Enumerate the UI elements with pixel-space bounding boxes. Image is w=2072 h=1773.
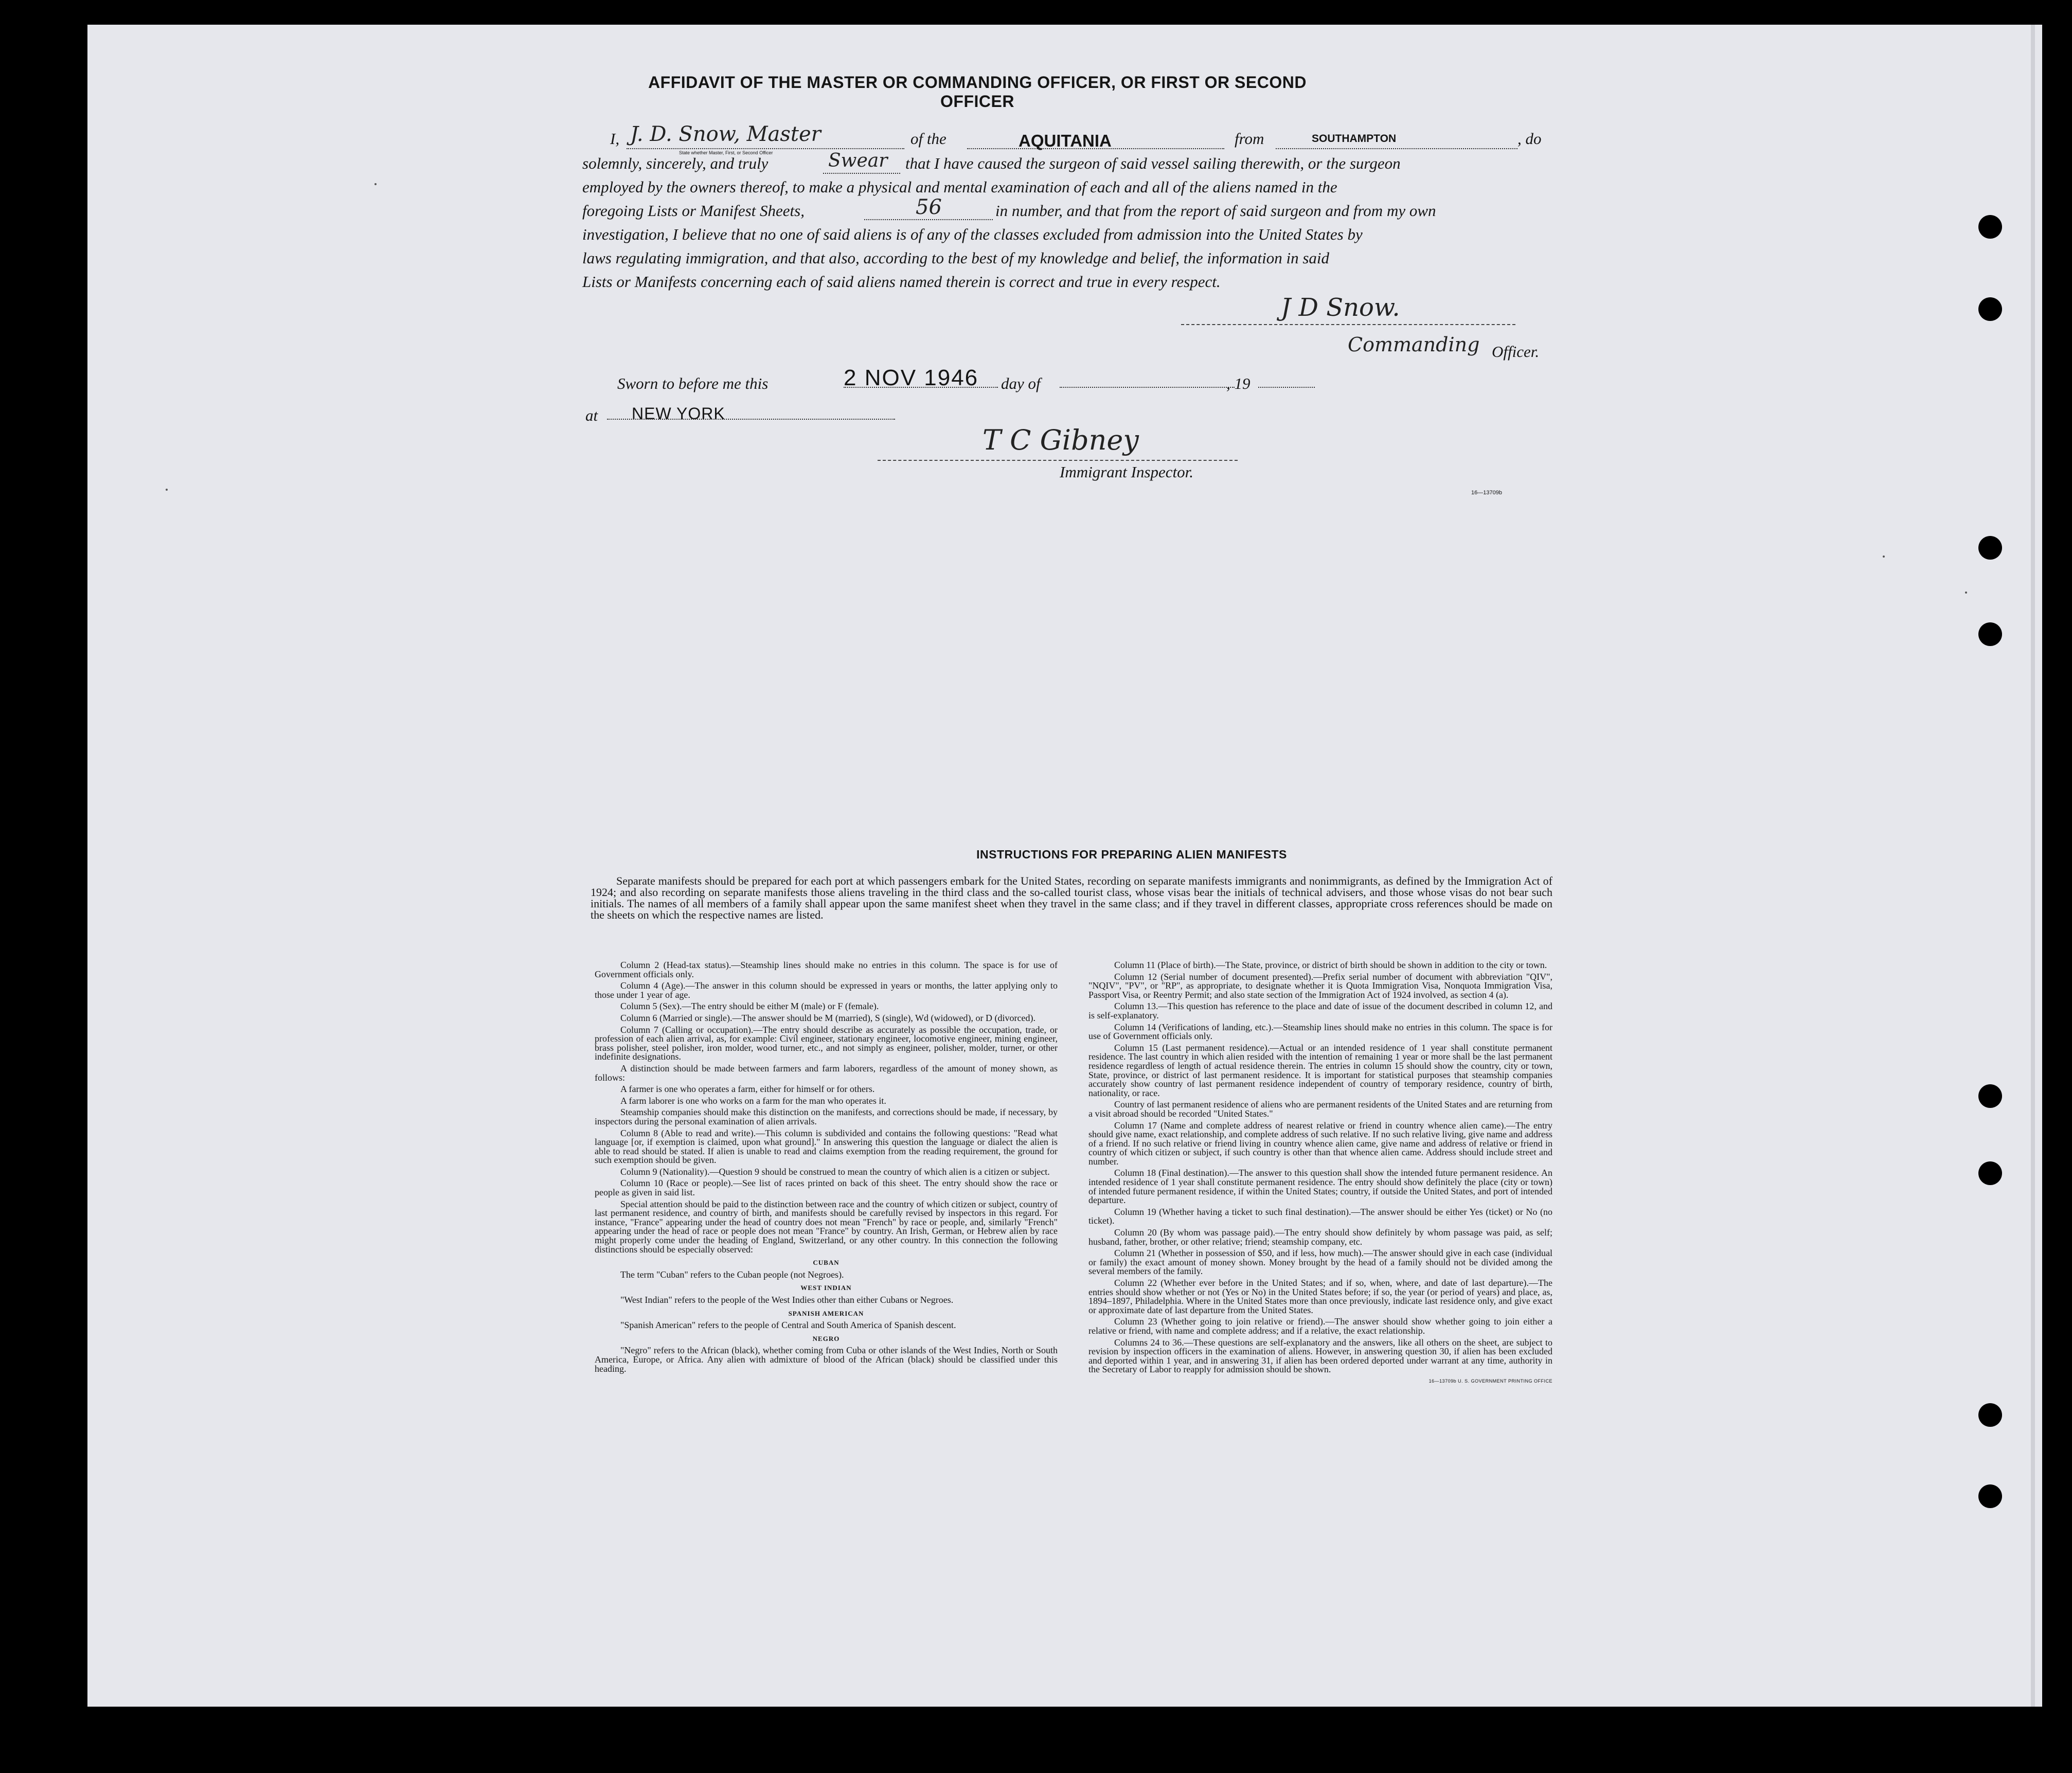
negro-definition: "Negro" refers to the African (black), whether coming from Cuba or other islands of the West Indies, North or South America, Europe, or Africa. Any alien with admixture of blood of the African (black) should be classified under this heading. [595, 1345, 1058, 1374]
instruction-paragraph: Column 8 (Able to read and write).—This column is subdivided and contains the following questions: "Read what language [or, if exemption is claimed, upon what ground]." In answering this question the language or dialect the alien is able to read should be stated. If alien is unable to read and claims exemption from the reading requirement, the ground for such exemption should be given. [595, 1127, 1058, 1166]
from-label: from [1235, 130, 1264, 148]
instruction-paragraph: Column 20 (By whom was passage paid).—The entry should show definitely by whom passage was paid, as self; husband, father, brother, or other relative; friend; steamship company, etc. [1088, 1227, 1552, 1247]
manifest-count: 56 [916, 195, 942, 219]
affidavit-line6: laws regulating immigration, and that also, according to the best of my knowledge and belief, the information in said [582, 249, 1330, 267]
oath-word: Swear [828, 150, 888, 171]
instruction-paragraph: Country of last permanent residence of aliens who are permanent residents of the United States and are returning from a visit abroad should be recorded "United States." [1088, 1099, 1552, 1119]
affidavit-i: I, [610, 130, 620, 148]
speck [166, 489, 168, 491]
officer-line [627, 148, 904, 149]
instructions-left-column [595, 961, 1058, 1376]
place-line [607, 419, 895, 420]
instruction-paragraph: Column 2 (Head-tax status).—Steamship lines should make no entries in this column. The space is for use of Government officials only. [595, 960, 1058, 979]
cuban-definition: The term "Cuban" refers to the Cuban people (not Negroes). [620, 1269, 844, 1280]
page-edge [2031, 25, 2035, 1707]
sworn-date: 2 NOV 1946 [844, 365, 979, 390]
instruction-paragraph: A distinction should be made between farmers and farm laborers, regardless of the amount of money shown, as follows: [595, 1063, 1058, 1083]
instructions-right-column [1088, 961, 1552, 1386]
instruction-paragraph: Column 15 (Last permanent residence).—Actual or an intended residence of 1 year shall constitute permanent residence. The last country in which alien resided with the intention of remaining 1 year or more shall be the last permanent residence regardless of length of actual residence therein. The entries in column 15 should show the country, city or town, State, province, or district of last permanent residence. It is important for statistical purposes that steamship companies accurately show country of last permanent residence independent of country of temporary residence, country of birth, nationality, or race. [1088, 1042, 1552, 1098]
officer-label: Officer. [1492, 343, 1540, 361]
port-name: SOUTHAMPTON [1312, 133, 1397, 145]
speck [1883, 556, 1885, 558]
affidavit-line2-pre: solemnly, sincerely, and truly [582, 154, 769, 172]
sworn-label: Sworn to before me this [617, 374, 769, 392]
master-signature: J D Snow. [1281, 293, 1400, 322]
affidavit-line2-post: that I have caused the surgeon of said vessel sailing therewith, or the surgeon [905, 154, 1401, 172]
count-line [864, 219, 993, 220]
punch-hole [1978, 1484, 2002, 1508]
speck [374, 183, 377, 185]
port-line [1276, 148, 1517, 149]
instruction-paragraph: Column 4 (Age).—The answer in this column should be expressed in years or months, the latter applying only to those under 1 year of age. [595, 980, 1058, 1000]
of-the-label: of the [910, 130, 946, 148]
instruction-paragraph: Column 23 (Whether going to join relative or friend).—The answer should show whether going to join either a relative or friend, with name and complete address; and if a relative, the exact relationship. [1088, 1316, 1552, 1336]
inspector-signature: T C Gibney [983, 424, 1139, 456]
at-label: at [585, 406, 598, 424]
ship-line [967, 148, 1224, 149]
instruction-paragraph: Column 17 (Name and complete address of nearest relative or friend in country whence alien came).—The entry should give name, exact relationship, and complete address of such relative. If no such relative living, give name and address of a friend. If no such relative or friend living in country whence alien came, give name and address of relative or friend in country of which citizen or subject, if such country is other than that whence alien came. Address should include street and number. [1088, 1120, 1552, 1167]
west-indian-heading: WEST INDIAN [800, 1284, 852, 1292]
instruction-paragraph: Column 18 (Final destination).—The answer to this question shall show the intended future permanent residence. An intended residence of 1 year shall constitute permanent residence. The entry should show definitely the place (city or town) of intended future permanent residence, if within the United States; country, if outside the United States, and port of intended departure. [1088, 1168, 1552, 1206]
signature-line [1181, 324, 1515, 325]
instruction-paragraph: Column 9 (Nationality).—Question 9 should be construed to mean the country of which alien is a citizen or subject. [620, 1166, 1050, 1177]
punch-hole [1978, 297, 2002, 321]
speck [1965, 592, 1967, 594]
capacity-handwritten: Commanding [1348, 333, 1480, 356]
instruction-paragraph: Steamship companies should make this distinction on the manifests, and corrections should be made, if necessary, by inspectors during the personal examination of alien arrivals. [595, 1107, 1058, 1126]
punch-hole [1978, 536, 2002, 560]
punch-hole [1978, 1084, 2002, 1108]
printing-office-footer: 16—13709b U. S. GOVERNMENT PRINTING OFFICE [1428, 1378, 1552, 1384]
month-line [1060, 387, 1235, 388]
west-indian-definition: "West Indian" refers to the people of the West Indies other than either Cubans or Negroes. [620, 1295, 954, 1305]
negro-heading: NEGRO [812, 1334, 840, 1342]
affidavit-title: AFFIDAVIT OF THE MASTER OR COMMANDING OFFICER, OR FIRST OR SECOND OFFICER [648, 73, 1307, 111]
form-number: 16—13709b [1471, 490, 1502, 496]
spanish-american-definition: "Spanish American" refers to the people of Central and South America of Spanish descent. [620, 1320, 956, 1331]
instructions-intro: Separate manifests should be prepared for each port at which passengers embark for the United States, recording on separate manifests immigrants and nonimmigrants, as defined by the Immigration Act of 1924; and also recording on separate manifests those aliens traveling in the third class and the so-called tourist class, whose visas bear the initials of technical advisers, and those whose visas do not bear such initials. The names of all members of a family shall appear upon the same manifest sheet when they travel in the same class; and if they travel in different classes, appropriate cross references should be made on the sheets on which the respective names are listed. [591, 874, 1552, 921]
affidavit-line7: Lists or Manifests concerning each of said aliens named therein is correct and true in every respect. [582, 273, 1221, 291]
instruction-paragraph: A farmer is one who operates a farm, either for himself or for others. [620, 1084, 875, 1095]
year-line [1258, 387, 1315, 388]
officer-name: J. D. Snow, Master [630, 122, 821, 146]
instruction-paragraph: Column 5 (Sex).—The entry should be either M (male) or F (female). [620, 1001, 879, 1012]
punch-hole [1978, 1161, 2002, 1185]
instruction-paragraph: Column 13.—This question has reference to the place and date of issue of the document described in column 12, and is self-explanatory. [1088, 1001, 1552, 1020]
instruction-paragraph: Column 21 (Whether in possession of $50, and if less, how much).—The answer should give in each case (individual or family) the exact amount of money shown. Money brought by the head of a family should not be divided among the several members of the family. [1088, 1248, 1552, 1277]
cuban-heading: CUBAN [813, 1259, 839, 1267]
date-line [844, 387, 998, 388]
instruction-paragraph: A farm laborer is one who works on a farm for the man who operates it. [620, 1095, 886, 1106]
instruction-paragraph: Column 12 (Serial number of document presented).—Prefix serial number of document with abbreviation "QIV", "NQIV", "PV", or "RP", as appropriate, to designate whether it is Quota Immigration Visa, Nonquota Immigration Visa, Passport Visa, or Reentry Permit; and also state section of the Immigration Act of 1924 involved, as section 4 (a). [1088, 971, 1552, 1000]
instruction-paragraph: Column 6 (Married or single).—The answer should be M (married), S (single), Wd (widowed), or D (divorced). [620, 1012, 1035, 1023]
instruction-paragraph: Column 22 (Whether ever before in the United States; and if so, when, where, and date of last departure).—The entries should show whether or not (Yes or No) in the United States before; if so, the year (or period of years) and place, as, 1894–1897, Philadelphia. Where in the United States more than once previously, indicate last residence only, and give exact or approximate date of last departure from the United States. [1088, 1278, 1552, 1315]
inspector-line [878, 460, 1238, 461]
place: NEW YORK [632, 404, 725, 423]
affidavit-line3: employed by the owners thereof, to make a physical and mental examination of each and all of the aliens named in the [582, 178, 1337, 196]
ship-name: AQUITANIA [1019, 131, 1112, 150]
instruction-paragraph: Column 10 (Race or people).—See list of races printed on back of this sheet. The entry should show the race or people as given in said list. [595, 1178, 1058, 1198]
instruction-paragraph: Columns 24 to 36.—These questions are self-explanatory and the answers, like all others on the sheet, are subject to revision by inspection officers in the examination of aliens. However, in answering question 30, if alien has been excluded and deported within 1 year, and in answering 31, if alien has been ordered deported under warrant at any time, authority in the Secretary of Labor to reapply for admission should be shown. [1088, 1337, 1552, 1375]
officer-hint: State whether Master, First, or Second Officer [679, 150, 773, 155]
affidavit-line5: investigation, I believe that no one of said aliens is of any of the classes excluded from admission into the United States by [582, 225, 1363, 243]
year-prefix: , 19 [1226, 374, 1251, 392]
instruction-paragraph: Column 7 (Calling or occupation).—The entry should describe as accurately as possible the occupation, trade, or profession of each alien arrival, as, for example: Civil engineer, stationary engineer, locomotive engineer, mining engineer, brass polisher, steel polisher, iron molder, wood turner, etc., and not simply as engineer, polisher, molder, turner, or other indefinite designations. [595, 1024, 1058, 1062]
instruction-paragraph: Column 11 (Place of birth).—The State, province, or district of birth should be shown in addition to the city or town. [1114, 960, 1547, 970]
instructions-title: INSTRUCTIONS FOR PREPARING ALIEN MANIFESTS [976, 848, 1287, 861]
instruction-paragraph: Column 19 (Whether having a ticket to such final destination).—The answer should be either Yes (ticket) or No (no ticket). [1088, 1206, 1552, 1226]
affidavit-line4-post: in number, and that from the report of said surgeon and from my own [995, 202, 1436, 220]
punch-hole [1978, 215, 2002, 239]
day-of-label: day of [1001, 374, 1041, 392]
spanish-american-heading: SPANISH AMERICAN [788, 1309, 864, 1317]
do-label: , do [1517, 130, 1542, 148]
punch-hole [1978, 622, 2002, 646]
instruction-paragraph: Column 14 (Verifications of landing, etc.).—Steamship lines should make no entries in this column. The space is for use of Government officials only. [1088, 1022, 1552, 1042]
punch-hole [1978, 1403, 2002, 1427]
oath-line [823, 173, 900, 174]
instruction-paragraph: Special attention should be paid to the distinction between race and the country of which citizen or subject, country of last permanent residence, and country of birth, and manifests should be carefully revised by inspectors in this regard. For instance, "France" appearing under the head of country does not mean "French" by race or people, and, similarly "French" appearing under the head of race or people does not mean "France" by country. An Irish, German, or Hebrew alien by race might properly come under the heading of England, Switzerland, or any other country. In this connection the following distinctions should be especially observed: [595, 1198, 1058, 1255]
affidavit-line4-pre: foregoing Lists or Manifest Sheets, [582, 202, 805, 220]
inspector-label: Immigrant Inspector. [1060, 463, 1194, 481]
